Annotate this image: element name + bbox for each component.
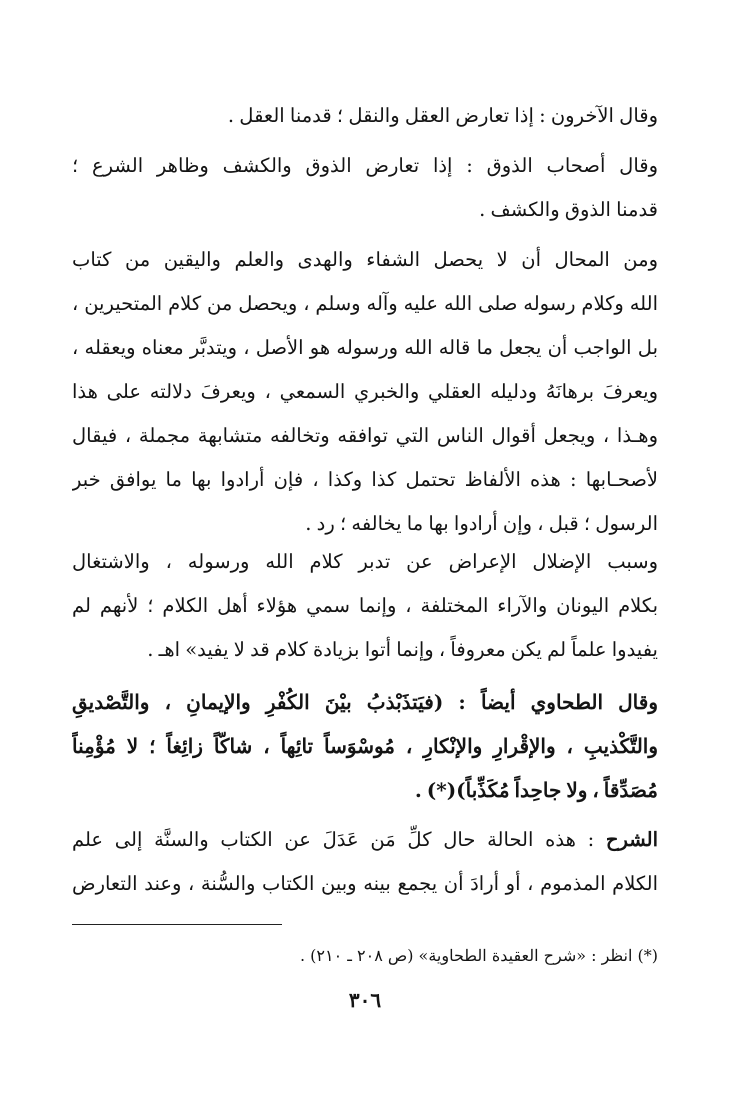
text-line: وقال أصحاب الذوق : إذا تعارض الذوق والكشف وظاهر الشرع ؛ <box>72 154 658 177</box>
footnote-divider <box>72 924 282 925</box>
text-line: والتَّكْذيبِ ، والإقْرارِ والإنْكارِ ، مُوسْوَساً تائِهاً ، شاكّاً زائِغاً ؛ لا مُؤْمِناً <box>72 734 658 758</box>
text-line: لأصحـابها : هذه الألفاظ تحتمل كذا وكذا ، فإن أرادوا بها ما يوافق خبر <box>72 468 658 491</box>
paragraph-taste-people <box>72 144 658 232</box>
commentary-first-line: : هذه الحالة حال كلِّ مَن عَدَلَ عن الكتاب والسنَّة إلى علم <box>72 828 595 851</box>
text-line: وقال الطحاوي أيضاً : (فيَتذَبْذبُ بيْنَ الكُفْرِ والإيمانِ ، والتَّصْديقِ <box>72 690 658 714</box>
text-line: وسبب الإضلال الإعراض عن تدبر كلام الله ورسوله ، والاشتغال <box>72 550 658 573</box>
text-line: وهـذا ، ويجعل أقوال الناس التي توافقه وتخالفه متشابهة مجملة ، فيقال <box>72 424 658 447</box>
text-line: ومن المحال أن لا يحصل الشفاء والهدى والعلم واليقين من كتاب <box>72 248 658 271</box>
text-line: وقال الآخرون : إذا تعارض العقل والنقل ؛ قدمنا العقل . <box>227 104 658 127</box>
text-line: مُصَدِّقاً ، ولا جاحِداً مُكَذِّباً)(*) . <box>414 778 658 802</box>
text-line: ويعرفَ برهانَهُ ودليله العقلي والخبري السمعي ، ويعرفَ دلالته على هذا <box>72 380 658 403</box>
commentary-heading: الشرح <box>605 828 658 851</box>
text-line: يفيدوا علماً لم يكن معروفاً ، وإنما أتوا بزيادة كلام قد لا يفيد» اهـ . <box>147 638 658 661</box>
footnote: (*) انظر : «شرح العقيدة الطحاوية» (ص ٢٠٨ ـ ٢١٠) . <box>299 946 658 965</box>
text-line: قدمنا الذوق والكشف . <box>479 198 658 221</box>
text-line: بل الواجب أن يجعل ما قاله الله ورسوله هو الأصل ، ويتدبَّر معناه ويعقله ، <box>72 336 658 359</box>
paragraph-others-reason <box>72 94 658 138</box>
paragraph-cause-of-misguidance <box>72 540 658 672</box>
book-page <box>72 0 658 1104</box>
text-line: الرسول ؛ قبل ، وإن أرادوا بها ما يخالفه ؛ رد . <box>305 512 658 535</box>
text-line: الله وكلام رسوله صلى الله عليه وآله وسلم ، ويحصل من كلام المتحيرين ، <box>72 292 658 315</box>
page-number: ٣٠٦ <box>348 988 382 1012</box>
text-line: بكلام اليونان والآراء المختلفة ، وإنما سمي هؤلاء أهل الكلام ؛ لأنهم لم <box>72 594 658 617</box>
paragraph-impossibility <box>72 238 658 546</box>
paragraph-commentary <box>72 818 658 906</box>
text-line <box>72 818 658 862</box>
paragraph-tahawi-quote <box>72 680 658 812</box>
text-line: الكلام المذموم ، أو أرادَ أن يجمع بينه وبين الكتاب والسُّنة ، وعند التعارض <box>72 872 658 895</box>
